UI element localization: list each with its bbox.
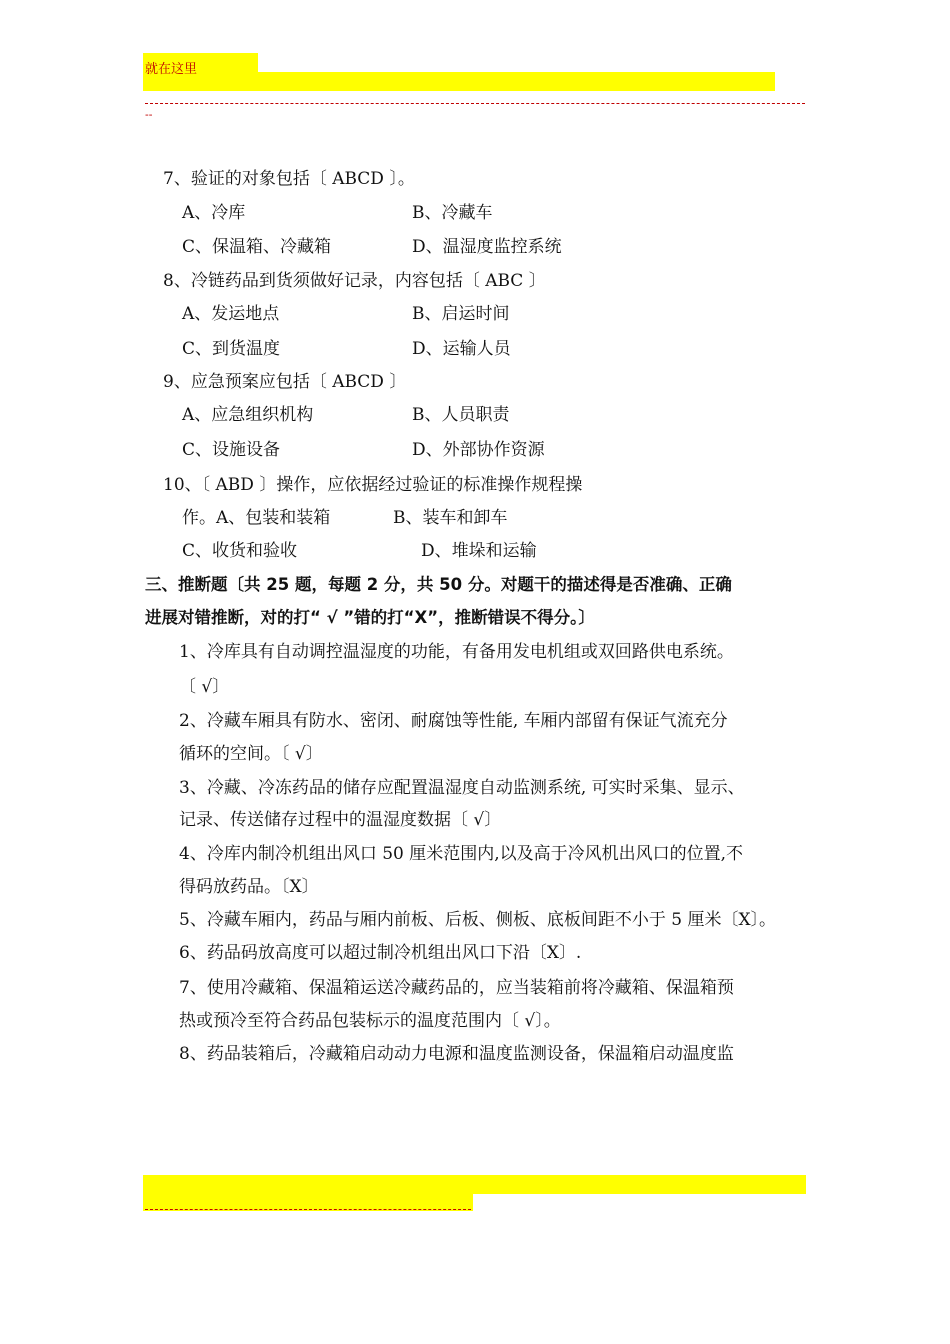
footer-dashed-rule — [145, 1209, 471, 1210]
header-dash-tail: -- — [145, 108, 153, 121]
tf-item-4-cont: 得码放药品。〔X〕 — [179, 877, 319, 897]
tf-item-8: 8、药品装箱后，冷藏箱启动动力电源和温度监测设备，保温箱启动温度监 — [179, 1044, 734, 1064]
tf-item-7-cont: 热或预冷至符合药品包装标示的温度范围内〔 √〕。 — [179, 1011, 561, 1031]
q10-option-d: D、堆垛和运输 — [421, 541, 537, 561]
tf-item-3-cont: 记录、传送储存过程中的温湿度数据〔 √〕 — [179, 810, 502, 830]
q9-option-a: A、应急组织机构 — [182, 405, 314, 425]
footer-highlight-tab — [143, 1175, 473, 1211]
q8-option-b: B、启运时间 — [412, 304, 510, 324]
q9-option-d: D、外部协作资源 — [412, 440, 545, 460]
question-10-stem: 10、〔 ABD 〕操作，应依据经过验证的标准操作规程操 — [163, 475, 583, 495]
tf-item-3: 3、冷藏、冷冻药品的储存应配置温湿度自动监测系统, 可实时采集、显示、 — [179, 778, 745, 798]
tf-item-1: 1、冷库具有自动调控温湿度的功能，有备用发电机组或双回路供电系统。 — [179, 642, 734, 662]
q7-option-d: D、温湿度监控系统 — [412, 237, 562, 257]
question-9-stem: 9、应急预案应包括〔 ABCD 〕 — [163, 372, 407, 392]
q7-option-c: C、保温箱、冷藏箱 — [182, 237, 332, 257]
tf-item-1-cont: 〔 √〕 — [179, 677, 230, 697]
q8-option-a: A、发运地点 — [182, 304, 280, 324]
tf-item-2-cont: 循环的空间。〔 √〕 — [179, 744, 323, 764]
q8-option-d: D、运输人员 — [412, 339, 511, 359]
q9-option-c: C、设施设备 — [182, 440, 281, 460]
section-3-title-line1: 三、推断题〔共 25 题，每题 2 分，共 50 分。对题干的描述得是否准确、正确 — [145, 575, 732, 594]
tf-item-4: 4、冷库内制冷机组出风口 50 厘米范围内,以及高于冷风机出风口的位置,不 — [179, 844, 744, 864]
question-8-stem: 8、冷链药品到货须做好记录，内容包括〔 ABC 〕 — [163, 271, 546, 291]
q7-option-a: A、冷库 — [182, 203, 246, 223]
question-7-stem: 7、验证的对象包括〔 ABCD 〕。 — [163, 169, 415, 189]
header-tag: 就在这里 — [145, 62, 198, 77]
q8-option-c: C、到货温度 — [182, 339, 281, 359]
tf-item-6: 6、药品码放高度可以超过制冷机组出风口下沿〔X〕. — [179, 943, 582, 963]
section-3-title-line2: 进展对错推断，对的打“ √ ”错的打“X”，推断错误不得分。〕 — [145, 608, 595, 627]
q10-option-b: B、装车和卸车 — [393, 508, 508, 528]
header-highlight-bar — [143, 72, 775, 91]
q10-option-c: C、收货和验收 — [182, 541, 298, 561]
tf-item-7: 7、使用冷藏箱、保温箱运送冷藏药品的，应当装箱前将冷藏箱、保温箱预 — [179, 978, 734, 998]
q7-option-b: B、冷藏车 — [412, 203, 493, 223]
tf-item-2: 2、冷藏车厢具有防水、密闭、耐腐蚀等性能, 车厢内部留有保证气流充分 — [179, 711, 728, 731]
question-10-stem-cont: 作。A、包装和装箱 — [182, 508, 331, 528]
header-dashed-rule — [145, 103, 805, 104]
q9-option-b: B、人员职责 — [412, 405, 510, 425]
tf-item-5: 5、冷藏车厢内，药品与厢内前板、后板、侧板、底板间距不小于 5 厘米〔X〕。 — [179, 910, 777, 930]
